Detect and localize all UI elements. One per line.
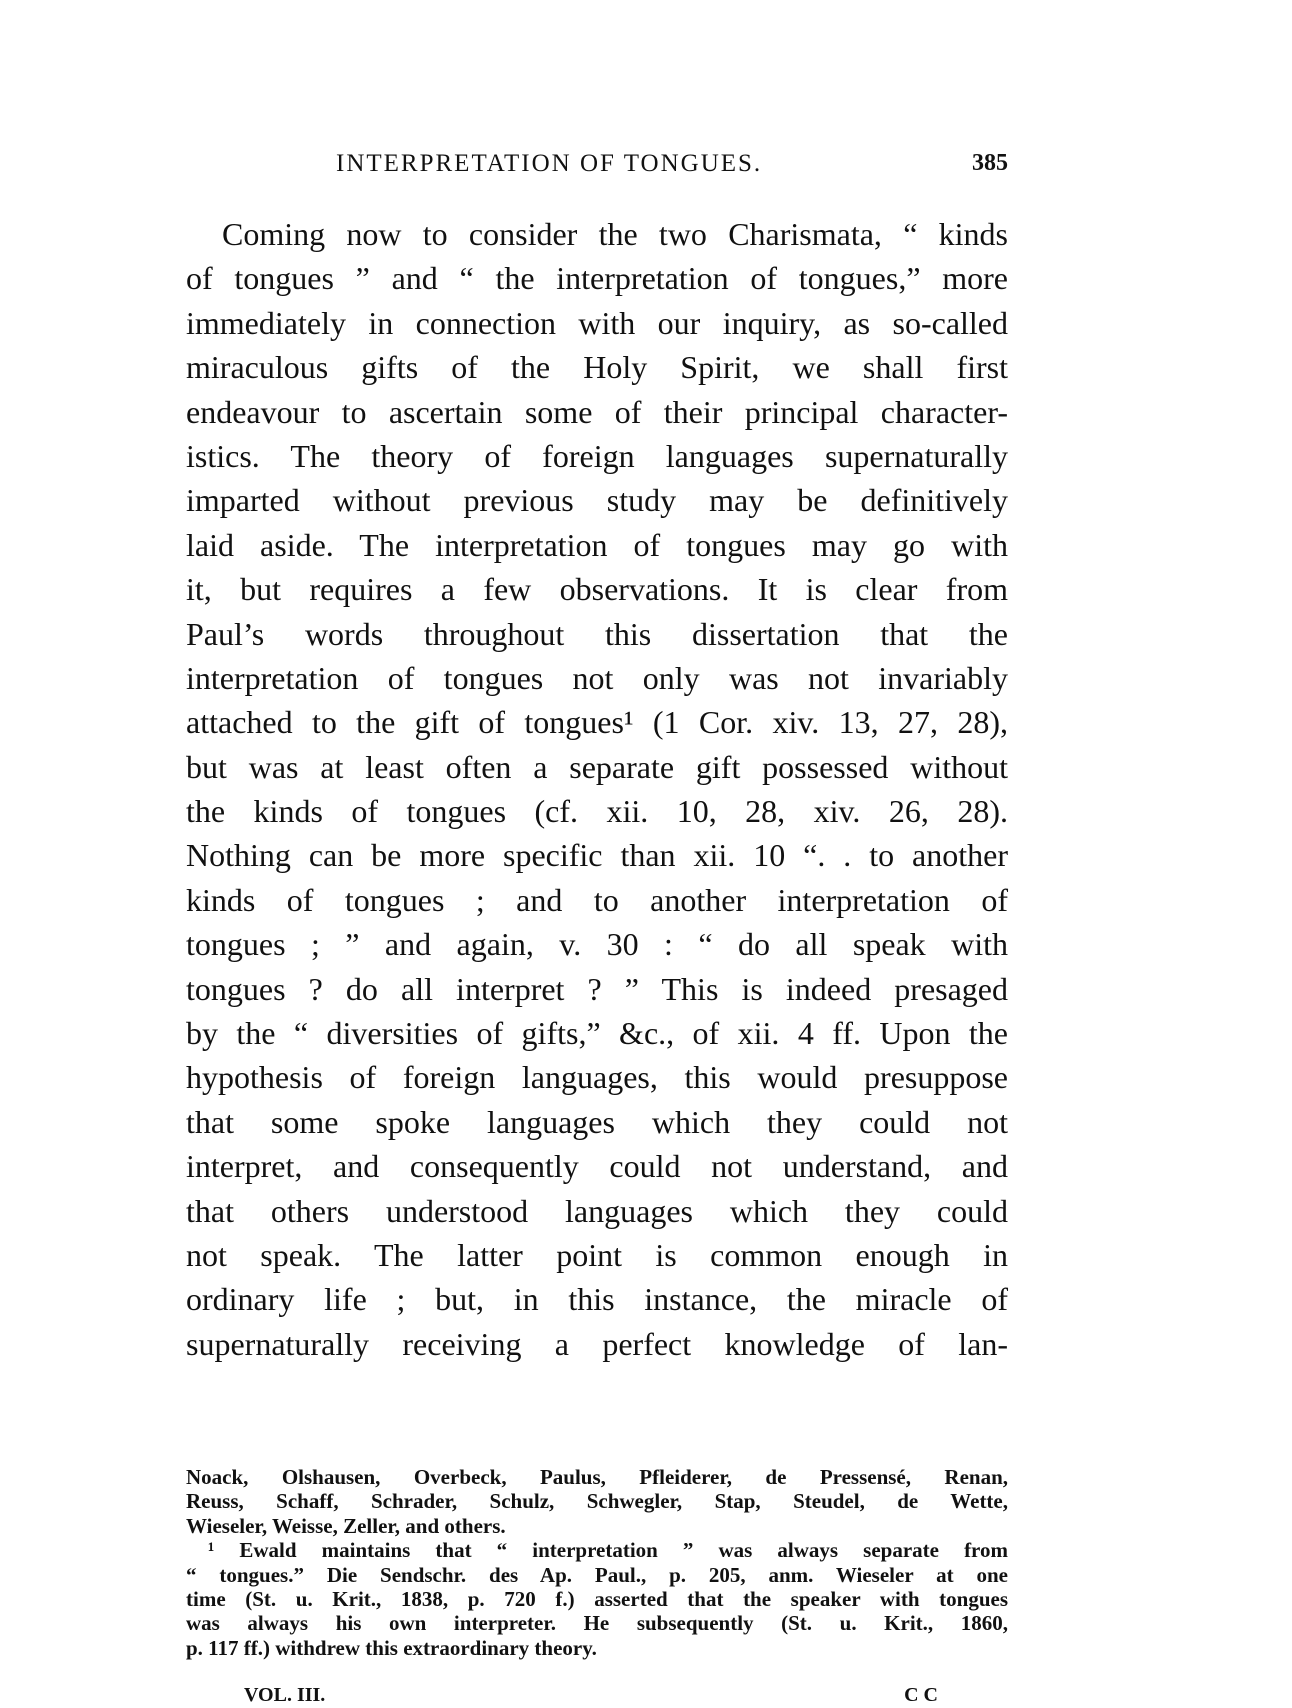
- footnote-line: “ tongues.” Die Sendschr. des Ap. Paul., p. 205, anm. Wieseler at one: [186, 1562, 1008, 1587]
- footnote-line: was always his own interpreter. He subsequently (St. u. Krit., 1860,: [186, 1611, 1008, 1636]
- body-line: imparted without previous study may be definitively: [186, 482, 1008, 519]
- body-line: ordinary life ; but, in this instance, the miracle of: [186, 1281, 1008, 1318]
- body-line: laid aside. The interpretation of tongues may go with: [186, 526, 1008, 563]
- body-line: endeavour to ascertain some of their principal character-: [186, 393, 1008, 430]
- body-line: it, but requires a few observations. It is clear from: [186, 571, 1008, 608]
- body-line: that some spoke languages which they could not: [186, 1103, 1008, 1140]
- signature-mark: C C: [904, 1684, 938, 1706]
- page-footer: [186, 1684, 1008, 1708]
- body-text: [186, 212, 1008, 1366]
- body-line: kinds of tongues ; and to another interpretation of: [186, 881, 1008, 918]
- body-line: tongues ? do all interpret ? ” This is indeed presaged: [186, 970, 1008, 1007]
- body-line: by the “ diversities of gifts,” &c., of xii. 4 ff. Upon the: [186, 1015, 1008, 1052]
- body-line: Nothing can be more specific than xii. 10 “. . to another: [186, 837, 1008, 874]
- volume-signature: VOL. III.: [244, 1684, 326, 1706]
- body-line: Paul’s words throughout this dissertation that the: [186, 615, 1008, 652]
- body-line: supernaturally receiving a perfect knowledge of lan-: [186, 1325, 1008, 1362]
- body-line: of tongues ” and “ the interpretation of tongues,” more: [186, 260, 1008, 297]
- footnote-line: time (St. u. Krit., 1838, p. 720 f.) asserted that the speaker with tongues: [186, 1586, 1008, 1611]
- body-line: not speak. The latter point is common enough in: [186, 1236, 1008, 1273]
- footnote-line: Wieseler, Weisse, Zeller, and others.: [186, 1513, 506, 1538]
- body-line: istics. The theory of foreign languages supernaturally: [186, 437, 1008, 474]
- footnote-line: ¹ Ewald maintains that “ interpretation ” was always separate from: [208, 1538, 1008, 1563]
- body-line: but was at least often a separate gift possessed without: [186, 748, 1008, 785]
- body-line: hypothesis of foreign languages, this would presuppose: [186, 1059, 1008, 1096]
- body-line: that others understood languages which they could: [186, 1192, 1008, 1229]
- footnote-line: Reuss, Schaff, Schrader, Schulz, Schwegler, Stap, Steudel, de Wette,: [186, 1489, 1008, 1514]
- footnote-line: p. 117 ff.) withdrew this extraordinary theory.: [186, 1635, 597, 1660]
- running-title: INTERPRETATION OF TONGUES.: [336, 150, 763, 177]
- footnotes: [186, 1465, 1008, 1660]
- page-number: 385: [972, 150, 1008, 176]
- body-line: attached to the gift of tongues¹ (1 Cor. xiv. 13, 27, 28),: [186, 704, 1008, 741]
- body-line: Coming now to consider the two Charismata, “ kinds: [222, 216, 1008, 252]
- body-line: interpretation of tongues not only was not invariably: [186, 659, 1008, 696]
- body-line: immediately in connection with our inquiry, as so-called: [186, 304, 1008, 341]
- body-line: interpret, and consequently could not understand, and: [186, 1148, 1008, 1185]
- body-line: miraculous gifts of the Holy Spirit, we shall first: [186, 349, 1008, 386]
- page-header: [186, 150, 1008, 186]
- body-line: the kinds of tongues (cf. xii. 10, 28, xiv. 26, 28).: [186, 793, 1008, 830]
- body-line: tongues ; ” and again, v. 30 : “ do all speak with: [186, 926, 1008, 963]
- footnote-line: Noack, Olshausen, Overbeck, Paulus, Pfleiderer, de Pressensé, Renan,: [186, 1465, 1008, 1489]
